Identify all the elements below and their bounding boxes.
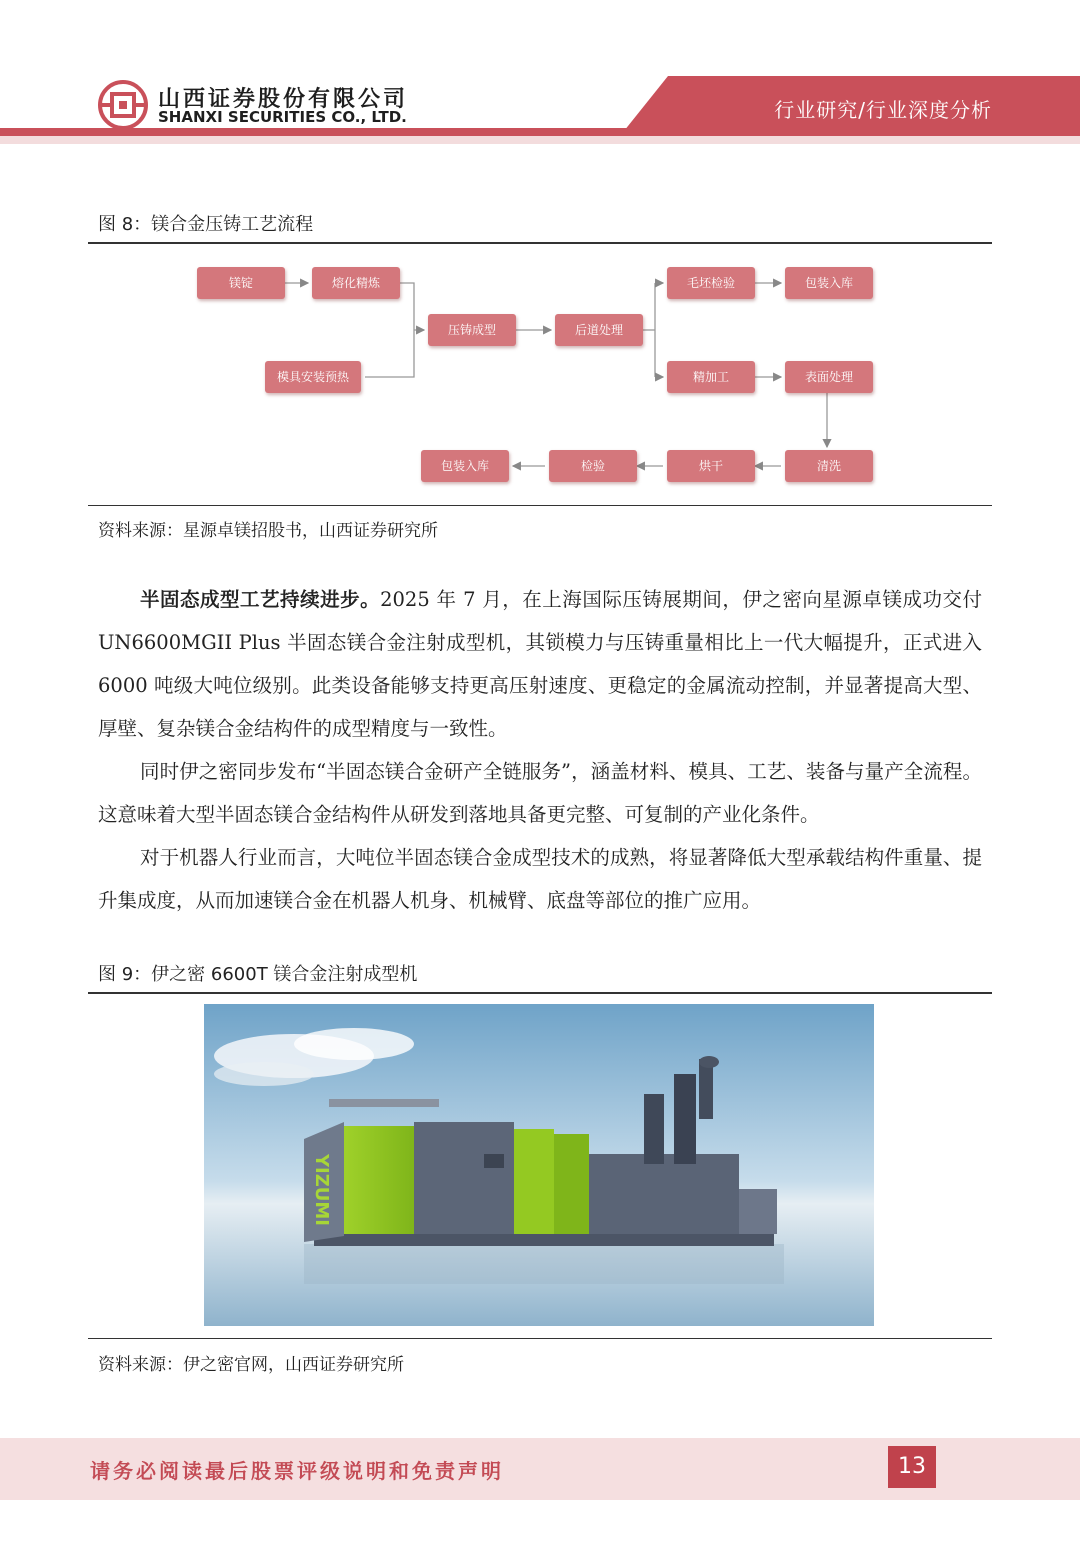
figure8-source: 资料来源：星源卓镁招股书，山西证券研究所 <box>98 521 438 541</box>
disclaimer-notice: 请务必阅读最后股票评级说明和免责声明 <box>90 1459 504 1483</box>
figure8-top-rule <box>88 242 992 244</box>
figure9-source: 资料来源：伊之密官网，山西证券研究所 <box>98 1355 404 1375</box>
flow-node-mg-ingot: 镁锭 <box>197 267 285 299</box>
flow-node-inspect: 检验 <box>549 450 637 482</box>
header-divider <box>0 128 1080 136</box>
figure9-title: 图 9：伊之密 6600T 镁合金注射成型机 <box>98 964 418 985</box>
flow-node-surface: 表面处理 <box>785 361 873 393</box>
paragraph-3: 对于机器人行业而言，大吨位半固态镁合金成型技术的成熟，将显著降低大型承载结构件重量、提升集成度，从而加速镁合金在机器人机身、机械臂、底盘等部位的推广应用。 <box>98 846 982 912</box>
flow-node-blank-inspect: 毛坯检验 <box>667 267 755 299</box>
machine-photo <box>204 1004 874 1326</box>
company-name-en: SHANXI SECURITIES CO., LTD. <box>158 108 407 126</box>
machine-brand-label: YIZUMI <box>311 1154 332 1227</box>
flow-node-post-process: 后道处理 <box>555 314 643 346</box>
flow-node-die-casting: 压铸成型 <box>428 314 516 346</box>
figure8-title: 图 8：镁合金压铸工艺流程 <box>98 214 314 235</box>
figure8-bottom-rule <box>88 505 992 506</box>
figure9-bottom-rule <box>88 1338 992 1339</box>
report-category: 行业研究/行业深度分析 <box>774 98 992 122</box>
page-footer <box>0 1438 1080 1500</box>
process-flowchart <box>88 245 992 503</box>
flow-node-machining: 精加工 <box>667 361 755 393</box>
page-header <box>0 0 1080 150</box>
paragraph-1 <box>98 578 982 750</box>
paragraph-2: 同时伊之密同步发布“半固态镁合金研产全链服务”，涵盖材料、模具、工艺、装备与量产全流程。这意味着大型半固态镁合金结构件从研发到落地具备更完整、可复制的产业化条件。 <box>98 760 982 826</box>
page-number: 13 <box>888 1446 936 1488</box>
flow-node-pack-1: 包装入库 <box>785 267 873 299</box>
flow-node-cleaning: 清洗 <box>785 450 873 482</box>
shanxi-securities-logo-icon <box>98 80 148 130</box>
paragraph-1-lead: 半固态成型工艺持续进步。 <box>140 588 381 611</box>
header-divider-light <box>0 136 1080 144</box>
flow-node-drying: 烘干 <box>667 450 755 482</box>
paragraph-1-body: 2025 年 7 月，在上海国际压铸展期间，伊之密向星源卓镁成功交付 UN6600MGII Plus 半固态镁合金注射成型机，其锁模力与压铸重量相比上一代大幅提升，正式进入 6000 吨级大吨位级别。此类设备能够支持更高压射速度、更稳定的金属流动控制，并显著提高大型、厚壁、复杂镁合金结构件的成型精度与一致性。 <box>98 588 982 740</box>
figure9-top-rule <box>88 992 992 994</box>
flow-node-melting: 熔化精炼 <box>312 267 400 299</box>
injection-molding-machine-image <box>204 1004 874 1326</box>
flow-node-pack-2: 包装入库 <box>421 450 509 482</box>
flow-node-mold-prep: 模具安装预热 <box>265 361 361 393</box>
company-name-cn: 山西证券股份有限公司 <box>158 87 409 112</box>
